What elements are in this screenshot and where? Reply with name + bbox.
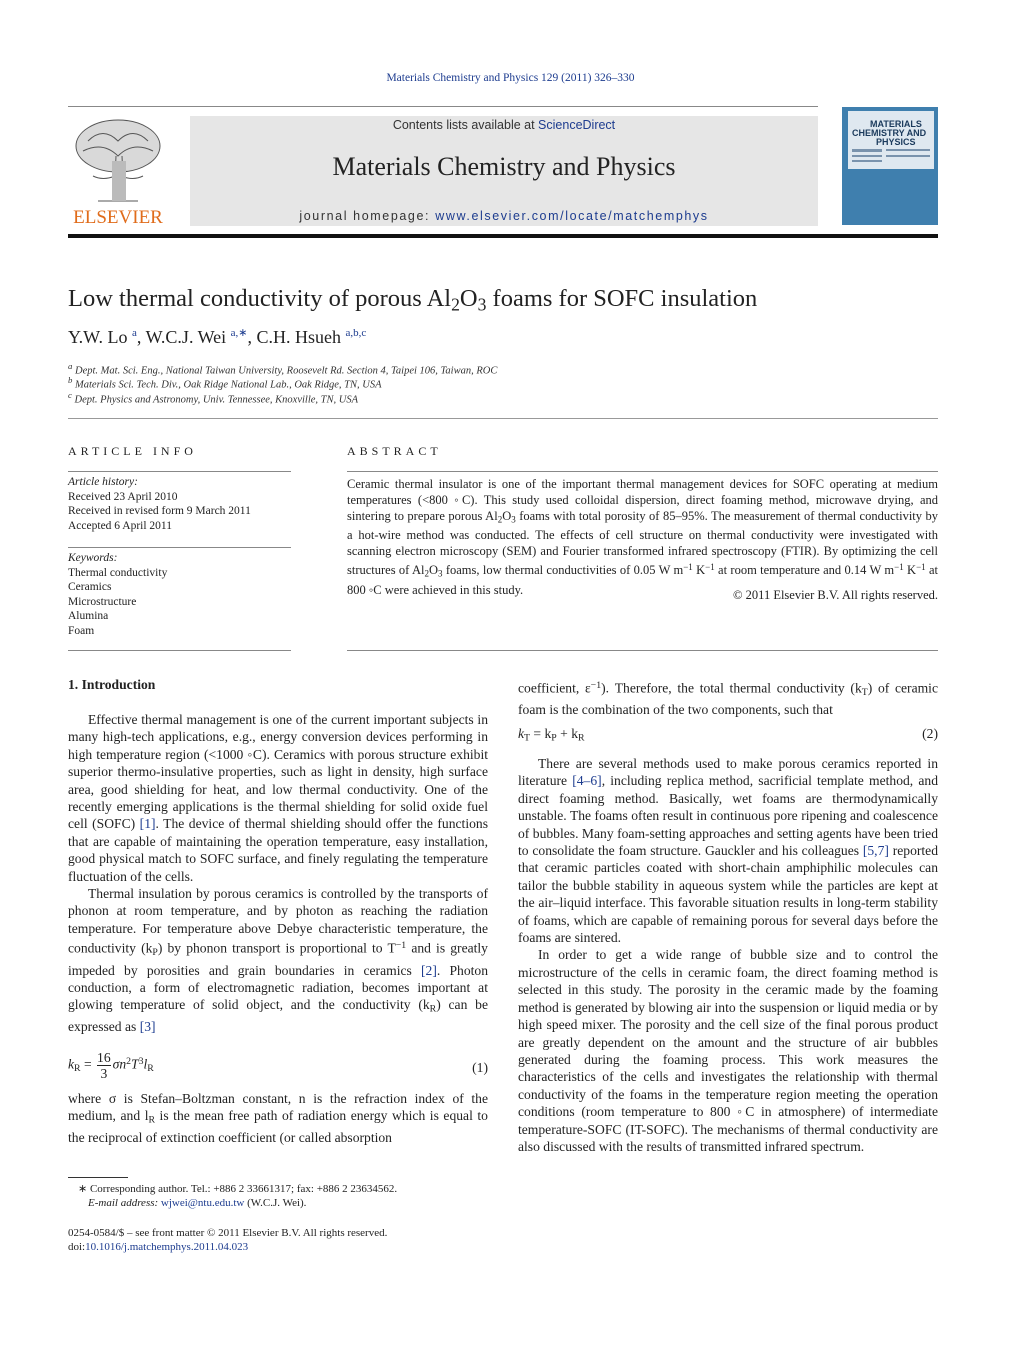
author-name[interactable]: Y.W. Lo <box>68 327 128 347</box>
paragraph: coefficient, $\varepsilon^{-1}$). Therefore, the total thermal conductivity $(k_T)$ of ceramic foam is the combination of the two components, such that <box>518 680 938 718</box>
email-note <box>88 1196 306 1210</box>
equation-number: (2) <box>922 726 938 741</box>
paragraph: In order to get a wide range of bubble size and to control the microstructure of the cells in ceramic foam, the direct foaming method is selected in this study. The porosity in the ceramic made by the foaming method is generated by blowing air into the suspension or liquid media or by high speed mixer. The porosity and the cell size of the final porous product are greatly dependent on the amount and the structure of air bubbles generated during the foaming process. This work measures the characteristics of the cells and investigates the relationship with thermal conductivity of the foams in the temperature region meeting the operation conditions (room temperature to 800 ◦C in atmosphere) of intermediate temperature-SOFC (IT-SOFC). The mechanisms of thermal conductivity are also discussed with the results of transmitted infrared spectrum. <box>518 947 938 1154</box>
cover-title <box>850 115 934 173</box>
article-history <box>68 475 251 533</box>
title-part: Low thermal conductivity of porous Al <box>68 285 452 312</box>
doi-line <box>68 1240 248 1254</box>
affiliation-marker: b <box>68 375 73 385</box>
title-subscript: 3 <box>477 294 487 315</box>
equation-1: $k_R$ = $\frac{16}{3}$ $\sigma n^2T^3l_R$ (1) <box>68 1050 488 1081</box>
reference-link[interactable]: [1] <box>139 816 156 832</box>
abstract-rule <box>347 471 938 472</box>
author-affiliation-marker[interactable]: a,∗ <box>230 327 248 339</box>
history-item: Received 23 April 2010 <box>68 490 178 503</box>
author-affiliation-marker[interactable]: a,b,c <box>345 327 367 339</box>
sciencedirect-link[interactable]: ScienceDirect <box>538 118 616 132</box>
doi-prefix: doi: <box>68 1241 86 1253</box>
paragraph: Thermal insulation by porous ceramics is controlled by the transports of phonon at room temperature, and by photon as reaching the radiation temperature. For temperature above Debye characteristic temperature, the conductivity $(k_P)$ by phonon transport is proportional to $T^{-1}$ and is greatly impeded by porosities and grain boundaries in ceramics [2]. Photon conduction, a form of electromagnetic radiation, becomes important at glowing temperature of solid object, and the conductivity $(k_R)$ can be expressed as [3] <box>68 886 489 1035</box>
history-item: Received in revised form 9 March 2011 <box>68 505 251 517</box>
homepage-url-link[interactable]: www.elsevier.com/locate/matchemphys <box>435 209 709 223</box>
keyword: Thermal conductivity <box>68 566 168 579</box>
section-divider <box>68 418 938 419</box>
journal-cover-image[interactable] <box>842 107 938 225</box>
paragraph: There are several methods used to make porous ceramics reported in literature [4–6], including replica method, sacrificial template method, and direct foaming method. Basically, wet foams are thermodynamically unstable. The foams often result in continuous pore ripening and coalescence of bubbles. Many foam-setting approaches and setting agents have been tried to consolidate the foam structure. Gauckler and his colleagues [5,7] reported that ceramic particles coated with short-chain amphiphilic molecules can tailor the bubble stability in aqueous system while the particles are kept at the air–liquid interface. This favorable situation results in long-term stability of foams, which are capable of remaining porous for several days before the foams are sintered. <box>518 756 938 946</box>
affiliation-marker: c <box>68 390 72 400</box>
reference-link[interactable]: [3] <box>139 1019 156 1035</box>
contents-prefix: Contents lists available at <box>392 118 539 132</box>
doi-link[interactable]: 10.1016/j.matchemphys.2011.04.023 <box>85 1241 249 1253</box>
body-left-column <box>68 711 488 1036</box>
email-label: E-mail address: <box>88 1197 161 1209</box>
article-info-rule <box>68 650 291 651</box>
abstract-copyright: © 2011 Elsevier B.V. All rights reserved. <box>733 588 938 602</box>
affiliation <box>68 375 382 391</box>
reference-link[interactable]: [2] <box>421 962 437 978</box>
journal-title: Materials Chemistry and Physics <box>332 152 676 181</box>
author-name[interactable]: C.H. Hsueh <box>256 327 342 347</box>
reference-link[interactable]: [5,7] <box>862 843 889 859</box>
keyword: Microstructure <box>68 595 137 608</box>
homepage-prefix: journal homepage: <box>299 209 436 223</box>
keyword: Ceramics <box>68 581 112 593</box>
abstract-heading: ABSTRACT <box>347 444 442 458</box>
equation-number: (1) <box>472 1060 488 1075</box>
affiliation-text: Dept. Physics and Astronomy, Univ. Tennessee, Knoxville, TN, USA <box>74 394 358 406</box>
article-title <box>68 285 757 315</box>
journal-citation[interactable]: Materials Chemistry and Physics 129 (2011) 326–330 <box>386 72 635 84</box>
elsevier-tree-icon <box>68 116 168 228</box>
title-subscript: 2 <box>451 294 460 315</box>
keyword: Foam <box>68 624 95 637</box>
email-suffix: (W.C.J. Wei). <box>244 1197 307 1209</box>
footnote-rule <box>68 1177 128 1178</box>
header-thick-rule <box>68 234 938 238</box>
paragraph: Effective thermal management is one of the current important subjects in many high-tech applications, e.g., energy conversion devices performing in high temperature region (<1000 ◦C). Ceramics with porous structure exhibit superior thermo-insulative properties, such as light in density, high surface area, good shielding for heat, and low thermal conductivity. One of the recently emerging applications is the thermal shielding for solid oxide fuel cell (SOFC) [1]. The device of thermal shielding should offer the functions that are capable of maintaining the operation temperature, easy installation, good physical match to SOFC surface, and finely regulating the temperature fluctuation of the cells. <box>68 712 488 884</box>
equation-2: $k_T = k_P + k_R$ (2) <box>518 726 938 744</box>
affiliation-text: Materials Sci. Tech. Div., Oak Ridge National Lab., Oak Ridge, TN, USA <box>75 379 382 391</box>
section-heading-introduction: 1. Introduction <box>68 677 156 692</box>
affiliation-text: Dept. Mat. Sci. Eng., National Taiwan University, Roosevelt Rd. Section 4, Taipei 106, Taiwan, ROC <box>75 365 498 377</box>
author-name[interactable]: W.C.J. Wei <box>145 327 227 347</box>
elsevier-logo[interactable] <box>68 116 168 228</box>
title-part: O <box>459 285 478 312</box>
email-link[interactable]: wjwei@ntu.edu.tw <box>160 1197 245 1209</box>
header-divider <box>68 106 818 107</box>
cover-title-text: MATERIALS CHEMISTRY AND PHYSICS <box>852 119 927 147</box>
body-right-column-cont <box>518 755 938 1155</box>
history-label: Article history: <box>68 476 138 488</box>
history-item: Accepted 6 April 2011 <box>68 519 173 532</box>
affiliation-marker: a <box>68 361 73 371</box>
author-affiliation-marker[interactable]: a <box>132 327 137 339</box>
article-info-rule <box>68 547 291 548</box>
body-left-column-cont <box>68 1090 488 1147</box>
article-info-heading: ARTICLE INFO <box>68 444 197 458</box>
abstract-text: Ceramic thermal insulator is one of the important thermal management devices for SOFC operating at medium temperatures (<800 ◦C). This study used colloidal dispersion, direct foaming method, microwave drying, and sintering to prepare porous $Al_2O_3$ foams with total porosity of 85–95%. The measurement of thermal conductivity by a hot-wire method was conducted. The effects of cell structure on thermal conductivity were investigated with scanning electron microscopy (SEM) and Fourier transformed infrared spectroscopy (FTIR). By optimizing the cell structures of $Al_2O_3$ foams, low thermal conductivities of 0.05 W $m^{-1}$ $K^{-1}$ at room temperature and 0.14 W $m^{-1}$ $K^{-1}$ at 800 ◦C were achieved in this study. <box>347 477 938 597</box>
author-list: Y.W. Lo $^a$, W.C.J. Wei $^{a,∗}$, C.H. Hsueh $^{a,b,c}$ <box>68 327 367 347</box>
keyword: Alumina <box>68 610 109 622</box>
journal-homepage <box>190 209 818 223</box>
body-right-column <box>518 677 938 719</box>
article-info-rule <box>68 471 291 472</box>
reference-link[interactable]: [4–6] <box>572 773 602 789</box>
keywords-block <box>68 551 167 638</box>
paragraph: where σ is Stefan–Boltzman constant, n is the refraction index of the medium, and $l_R$ is the mean free path of radiation energy which is equal to the reciprocal of extinction coefficient (or called absorption <box>68 1091 488 1146</box>
title-part: foams for SOFC insulation <box>486 285 758 312</box>
contents-line <box>190 118 818 132</box>
corresponding-author-note: ∗ Corresponding author. Tel.: +886 2 33661317; fax: +886 2 23634562. <box>78 1183 398 1195</box>
keywords-label: Keywords: <box>68 552 118 564</box>
affiliation <box>68 390 358 406</box>
elsevier-wordmark: ELSEVIER <box>73 207 163 228</box>
issn-line: 0254-0584/$ – see front matter © 2011 Elsevier B.V. All rights reserved. <box>68 1227 388 1239</box>
abstract-rule <box>347 650 938 651</box>
